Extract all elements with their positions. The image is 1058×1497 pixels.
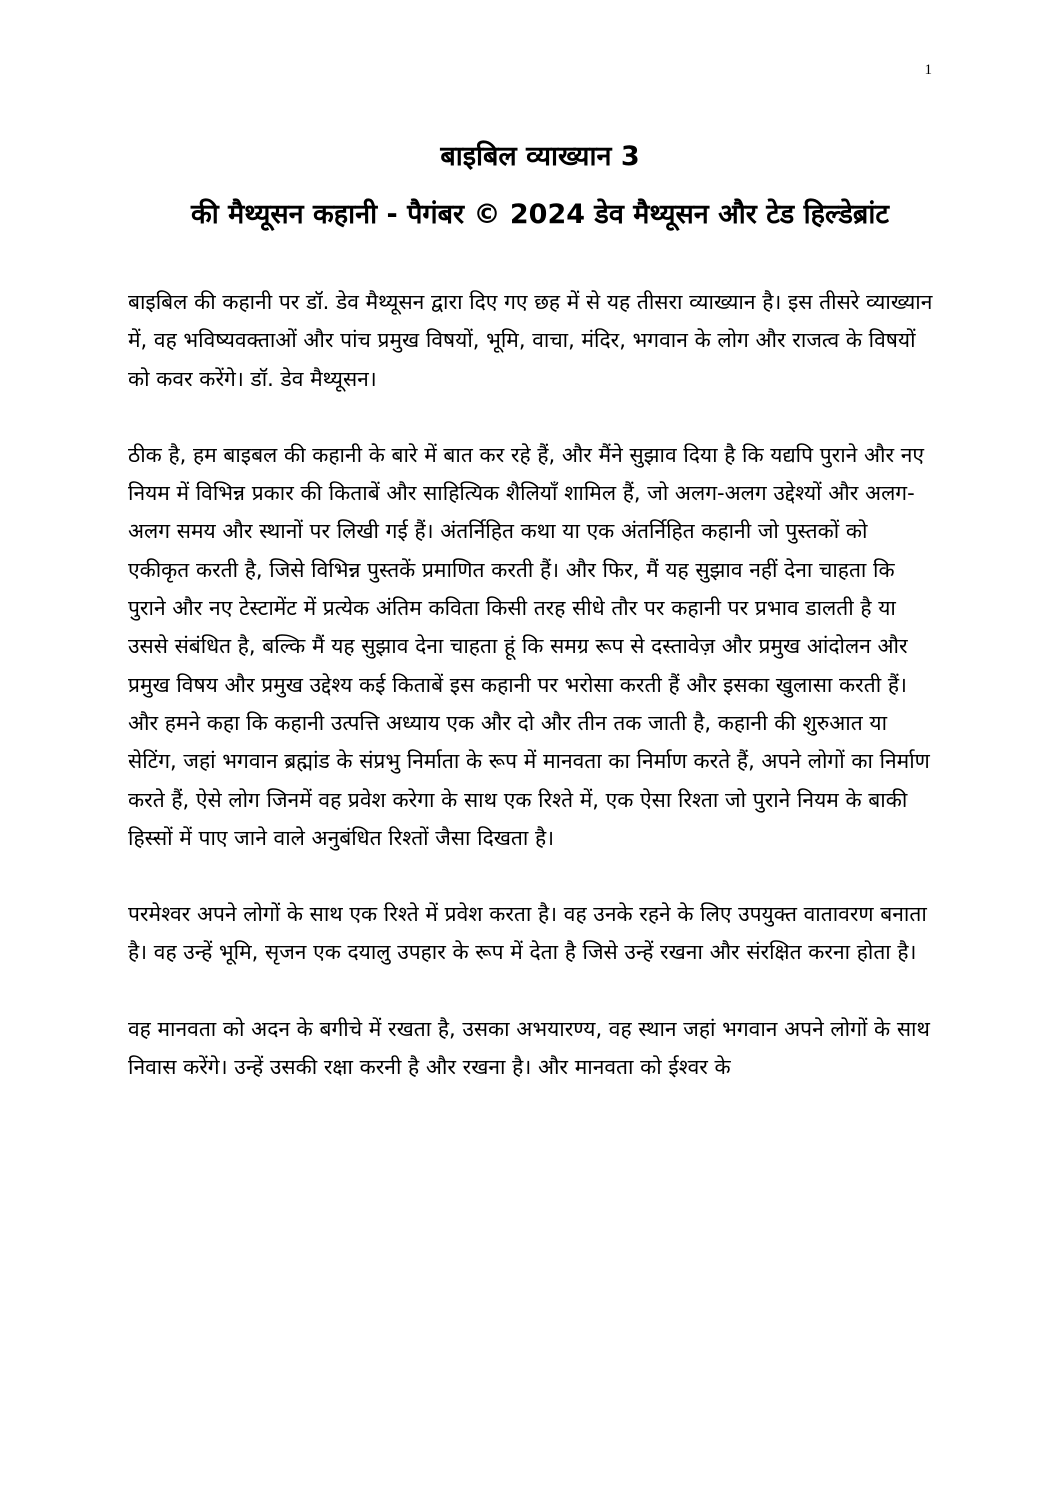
document-body bbox=[128, 283, 934, 1124]
page-number: 1 bbox=[924, 62, 932, 78]
document-title bbox=[110, 128, 970, 244]
paragraph-intro: बाइबिल की कहानी पर डॉ. डेव मैथ्यूसन द्वारा दिए गए छह में से यह तीसरा व्याख्यान है। इस तीसरे व्याख्यान में, वह भविष्यवक्ताओं और पांच प्रमुख विषयों, भूमि, वाचा, मंदिर, भगवान के लोग और राजत्व के विषयों को कवर करेंगे। डॉ. डेव मैथ्यूसन। bbox=[128, 290, 933, 391]
paragraph-relationship: परमेश्वर अपने लोगों के साथ एक रिश्ते में प्रवेश करता है। वह उनके रहने के लिए उपयुक्त वातावरण बनाता है। वह उन्हें भूमि, सृजन एक दयालु उपहार के रूप में देता है जिसे उन्हें रखना और संरक्षित करना होता है। bbox=[128, 902, 927, 965]
paragraph-garden: वह मानवता को अदन के बगीचे में रखता है, उसका अभयारण्य, वह स्थान जहां भगवान अपने लोगों के साथ निवास करेंगे। उन्हें उसकी रक्षा करनी है और रखना है। और मानवता को ईश्वर के bbox=[128, 1016, 930, 1080]
title-line-2: की मैथ्यूसन कहानी - पैगंबर © 2024 डेव मैथ्यूसन और टेड हिल्डेब्रांट bbox=[191, 199, 889, 230]
title-line-1: बाइबिल व्याख्यान 3 bbox=[440, 141, 640, 172]
paragraph-story: ठीक है, हम बाइबल की कहानी के बारे में बात कर रहे हैं, और मैंने सुझाव दिया है कि यद्यपि पुराने और नए नियम में विभिन्न प्रकार की किताबें और साहित्यिक शैलियाँ शामिल हैं, जो अलग-अलग उद्देश्यों और अलग-अलग समय और स्थानों पर लिखी गई हैं। अंतर्निहित कथा या एक अंतर्निहित कहानी जो पुस्तकों को एकीकृत करती है, जिसे विभिन्न पुस्तकें प्रमाणित करती हैं। और फिर, मैं यह सुझाव नहीं देना चाहता कि पुराने और नए टेस्टामेंट में प्रत्येक अंतिम कविता किसी तरह सीधे तौर पर कहानी पर प्रभाव डालती है या उससे संबंधित है, बल्कि मैं यह सुझाव देना चाहता हूं कि समग्र रूप से दस्तावेज़ और प्रमुख आंदोलन और प्रमुख विषय और प्रमुख उद्देश्य कई किताबें इस कहानी पर भरोसा करती हैं और इसका खुलासा करती हैं। और हमने कहा कि कहानी उत्पत्ति अध्याय एक और दो और तीन तक जाती है, कहानी की शुरुआत या सेटिंग, जहां भगवान ब्रह्मांड के संप्रभु निर्माता के रूप में मानवता का निर्माण करते हैं, अपने लोगों का निर्माण करते हैं, ऐसे लोग जिनमें वह प्रवेश करेगा के साथ एक रिश्ते में, एक ऐसा रिश्ता जो पुराने नियम के बाकी हिस्सों में पाए जाने वाले अनुबंधित रिश्तों जैसा दिखता है। bbox=[128, 442, 930, 850]
